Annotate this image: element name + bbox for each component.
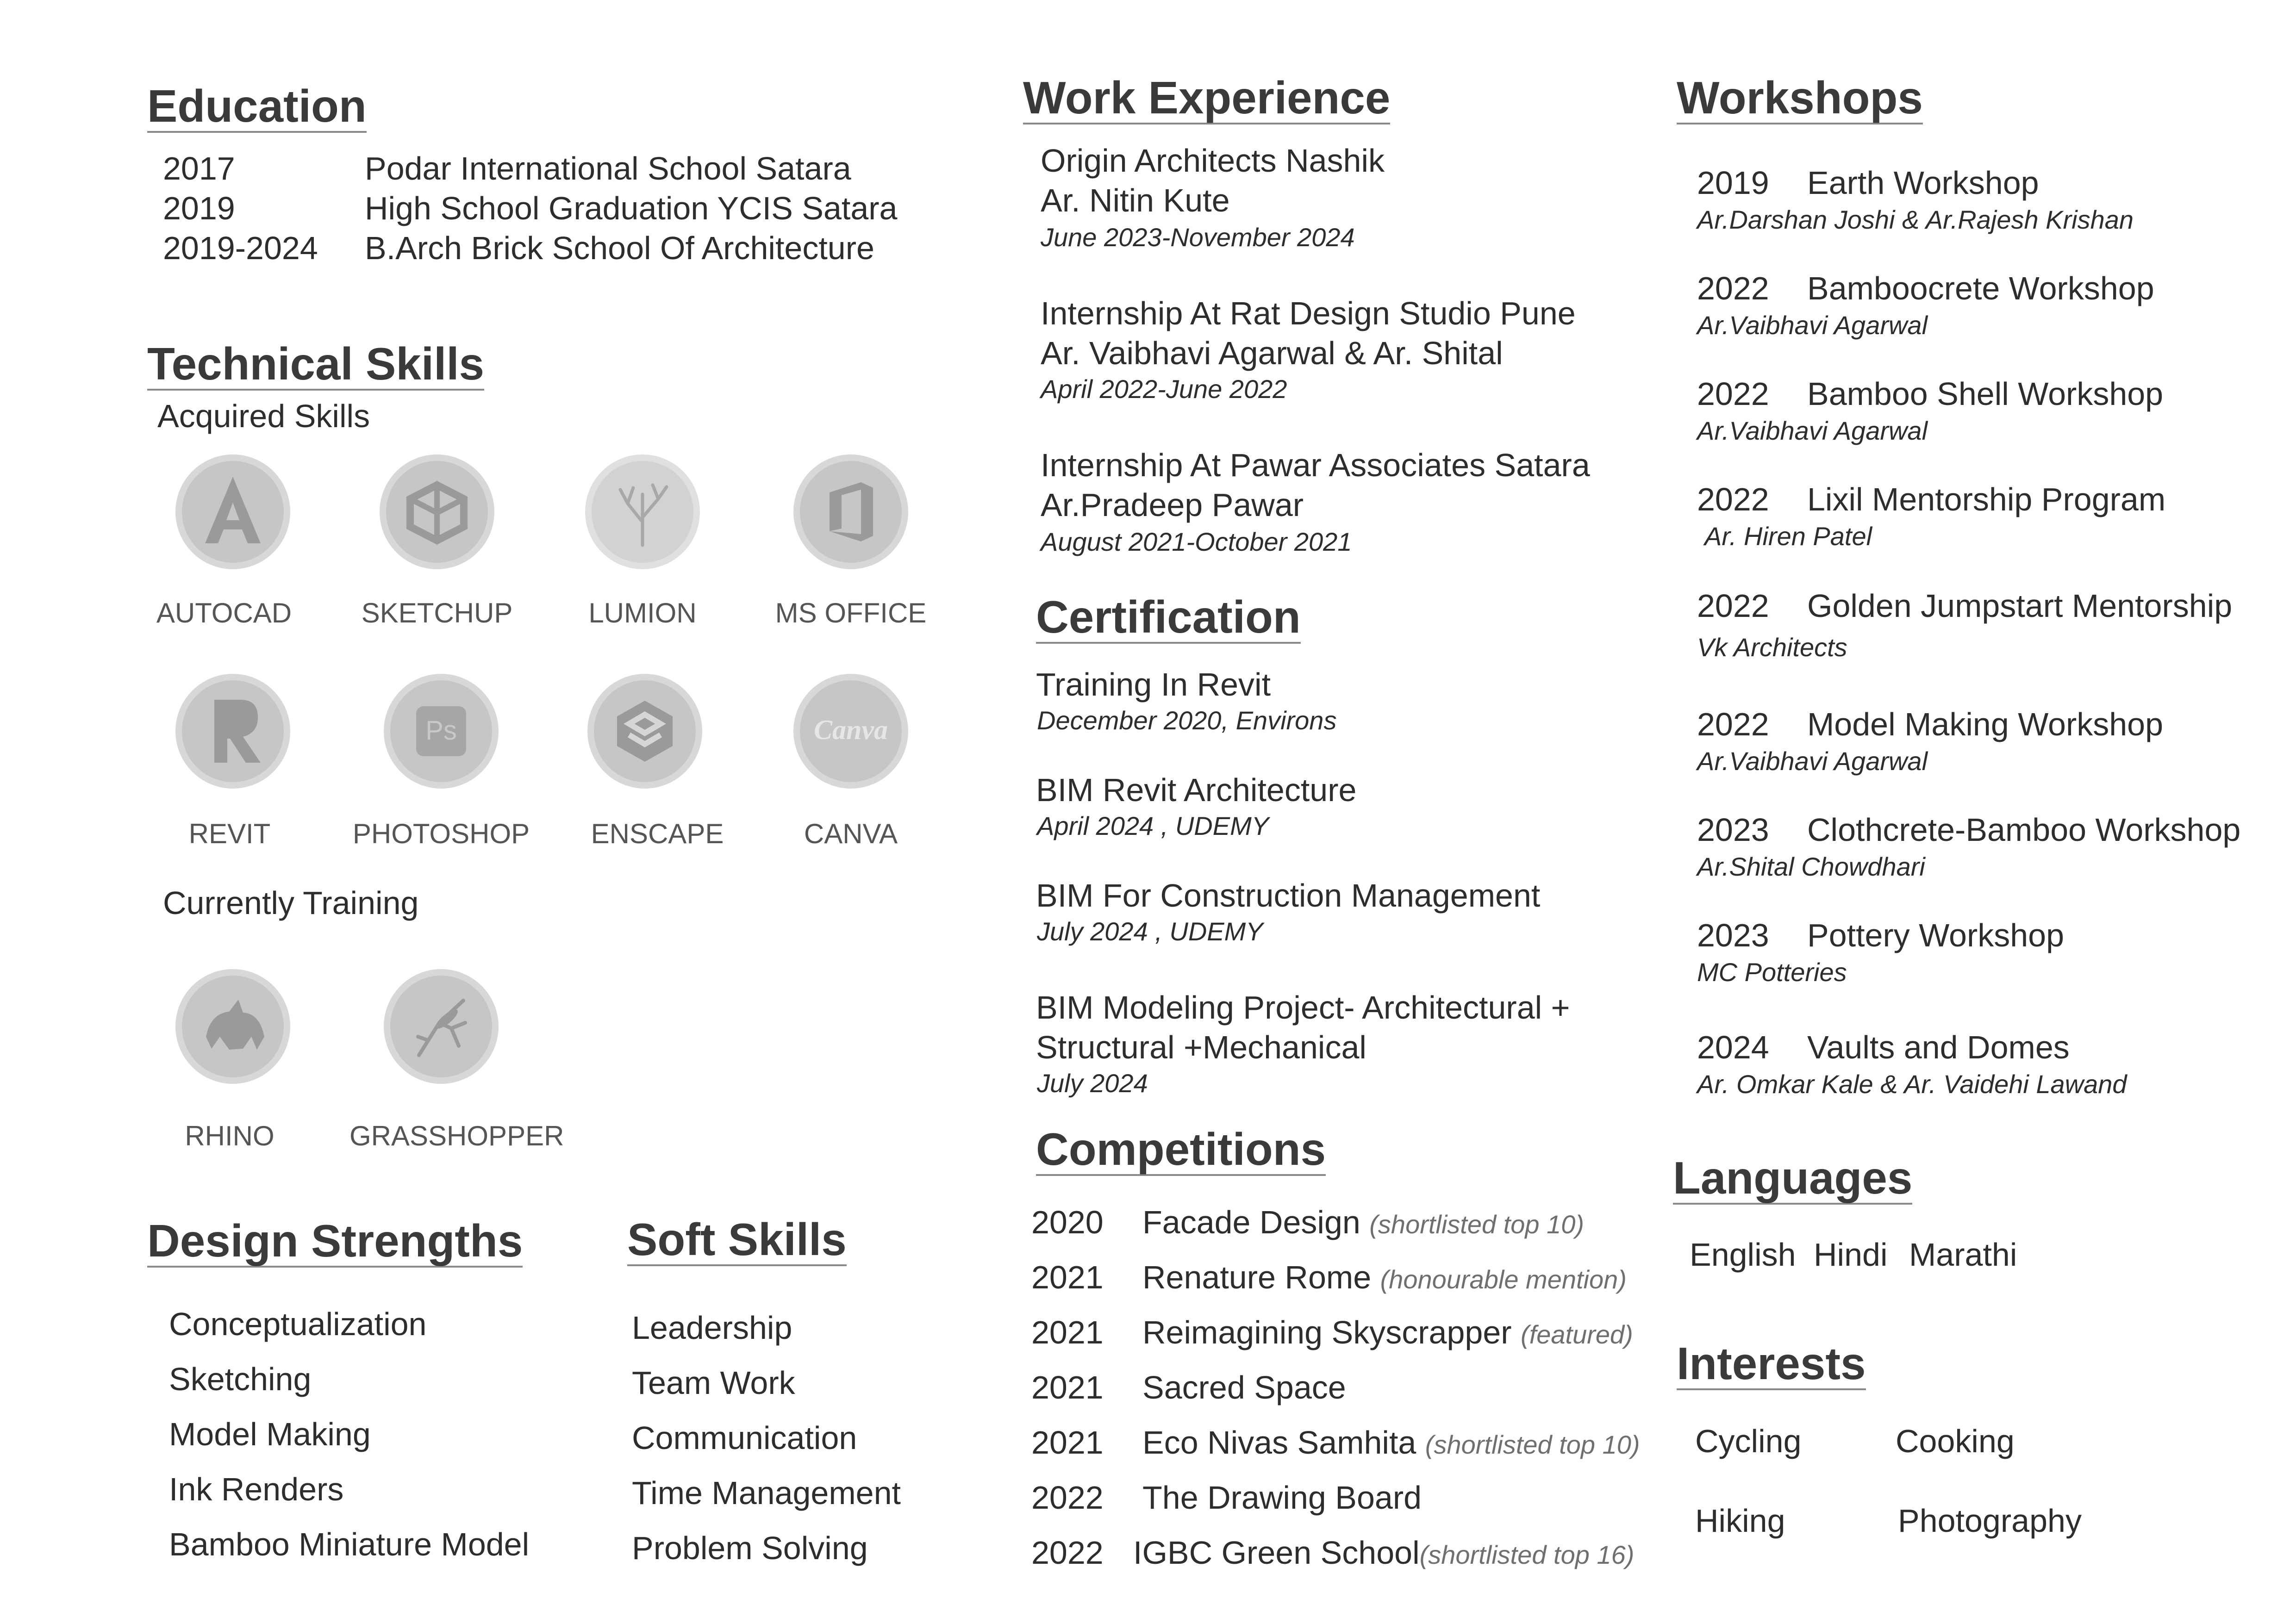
workshop-by: MC Potteries [1697,958,1847,987]
education-heading: Education [147,82,367,133]
competition-entry [1142,1314,1633,1350]
workshop-year: 2019 [1697,165,1769,201]
sketchup-icon [378,453,496,571]
competition-year: 2021 [1031,1259,1104,1295]
workshop-name: Lixil Mentorship Program [1807,481,2166,517]
competition-note: (honourable mention) [1380,1265,1627,1294]
skill-label-revit: REVIT [188,818,271,849]
education-school: B.Arch Brick School Of Architecture [365,230,874,266]
work-principal: Ar. Nitin Kute [1041,182,1230,218]
technical-skills-heading: Technical Skills [147,340,484,391]
workshop-year: 2022 [1697,588,1769,624]
competition-entry [1133,1535,1634,1571]
workshop-name: Model Making Workshop [1807,706,2164,742]
interests-heading: Interests [1677,1340,1866,1390]
skill-label-grasshopper: GRASSHOPPER [349,1120,564,1151]
revit-icon [174,672,292,790]
competition-entry [1142,1369,1346,1405]
competition-note: (featured) [1521,1320,1633,1349]
workshop-by: Ar.Shital Chowdhari [1697,852,1925,881]
workshop-by: Ar.Vaibhavi Agarwal [1697,311,1928,340]
skill-label-lumion: LUMION [588,597,697,628]
soft-skill-item: Leadership [632,1310,792,1346]
competition-entry [1142,1424,1640,1461]
interest-item: Photography [1898,1503,2082,1539]
design-strength-item: Conceptualization [169,1306,427,1342]
certification-heading: Certification [1036,593,1301,644]
language-item: Hindi [1814,1237,1888,1273]
photoshop-icon [382,672,500,790]
soft-skill-item: Time Management [632,1475,901,1511]
acquired-skills-label: Acquired Skills [157,398,370,434]
skill-label-rhino: RHINO [185,1120,275,1151]
workshop-by: Vk Architects [1697,633,1847,662]
certification-detail: April 2024 , UDEMY [1037,811,1269,840]
skill-label-ms-office: MS OFFICE [775,597,927,628]
work-date: April 2022-June 2022 [1041,374,1287,404]
education-school: Podar International School Satara [365,150,851,187]
work-firm: Internship At Pawar Associates Satara [1041,447,1590,483]
soft-skill-item: Team Work [632,1365,795,1401]
design-strength-item: Sketching [169,1361,312,1397]
competition-name: Facade Design [1142,1204,1360,1240]
work-principal: Ar. Vaibhavi Agarwal & Ar. Shital [1041,335,1503,371]
soft-skill-item: Problem Solving [632,1530,868,1566]
workshop-by: Ar.Vaibhavi Agarwal [1697,416,1928,445]
workshop-name: Bamboocrete Workshop [1807,270,2154,306]
workshop-year: 2023 [1697,917,1769,953]
interest-item: Cooking [1896,1423,2015,1459]
lumion-icon [583,453,702,571]
competition-entry [1142,1259,1627,1295]
soft-skill-item: Communication [632,1420,857,1456]
competition-name: Sacred Space [1142,1369,1346,1405]
competition-name: IGBC Green School [1133,1535,1420,1571]
competition-entry [1142,1480,1422,1516]
certification-title: BIM Modeling Project- Architectural + [1036,989,1570,1026]
competitions-heading: Competitions [1036,1126,1326,1176]
workshop-year: 2023 [1697,812,1769,848]
certification-detail: December 2020, Environs [1037,706,1337,735]
work-firm: Internship At Rat Design Studio Pune [1041,295,1576,331]
competition-year: 2022 [1031,1480,1104,1516]
photoshop-icon-text: Ps [425,715,457,746]
enscape-icon [586,672,704,790]
competition-year: 2020 [1031,1204,1104,1240]
design-strength-item: Bamboo Miniature Model [169,1526,530,1562]
competition-note: (shortlisted top 16) [1419,1540,1635,1569]
workshop-name: Earth Workshop [1807,165,2039,201]
certification-detail: July 2024 , UDEMY [1037,917,1263,946]
interest-item: Hiking [1695,1503,1785,1539]
interest-item: Cycling [1695,1423,1802,1459]
education-school: High School Graduation YCIS Satara [365,190,898,226]
certification-title: BIM Revit Architecture [1036,772,1357,808]
certification-title-line2: Structural +Mechanical [1036,1029,1366,1065]
design-strength-item: Ink Renders [169,1471,344,1507]
skill-label-enscape: ENSCAPE [591,818,724,849]
work-date: August 2021-October 2021 [1041,527,1352,556]
work-experience-heading: Work Experience [1023,74,1390,124]
certification-title: BIM For Construction Management [1036,877,1541,914]
workshop-year: 2022 [1697,706,1769,742]
workshop-name: Bamboo Shell Workshop [1807,376,2164,412]
soft-skills-heading: Soft Skills [627,1216,847,1266]
workshop-year: 2022 [1697,270,1769,306]
canva-icon-text: Canva [813,715,888,745]
design-strength-item: Model Making [169,1416,371,1452]
competition-note: (shortlisted top 10) [1369,1210,1585,1239]
workshop-by: Ar.Darshan Joshi & Ar.Rajesh Krishan [1697,205,2134,234]
design-strengths-heading: Design Strengths [147,1217,523,1268]
workshop-year: 2022 [1697,481,1769,517]
work-date: June 2023-November 2024 [1041,223,1355,252]
competition-name: The Drawing Board [1142,1480,1422,1516]
language-item: Marathi [1909,1237,2017,1273]
languages-heading: Languages [1673,1154,1912,1205]
education-year: 2017 [163,150,235,187]
workshop-name: Vaults and Domes [1807,1029,2070,1065]
competition-note: (shortlisted top 10) [1425,1430,1640,1459]
work-firm: Origin Architects Nashik [1041,143,1385,179]
workshop-name: Clothcrete-Bamboo Workshop [1807,812,2241,848]
workshop-by: Ar. Hiren Patel [1704,522,1872,551]
skill-label-photoshop: PHOTOSHOP [352,818,530,849]
canva-icon [792,672,910,790]
workshop-name: Pottery Workshop [1807,917,2065,953]
currently-training-label: Currently Training [163,885,419,921]
competition-entry [1142,1204,1584,1240]
education-year: 2019 [163,190,235,226]
competition-name: Reimagining Skyscrapper [1142,1314,1512,1350]
competition-name: Eco Nivas Samhita [1142,1424,1416,1461]
rhino-icon [174,967,292,1086]
workshop-name: Golden Jumpstart Mentorship [1807,588,2233,624]
workshop-by: Ar.Vaibhavi Agarwal [1697,746,1928,776]
skill-label-autocad: AUTOCAD [156,597,292,628]
education-year: 2019-2024 [163,230,318,266]
grasshopper-icon [382,967,500,1086]
competition-year: 2022 [1031,1535,1104,1571]
language-item: English [1690,1237,1796,1273]
certification-title: Training In Revit [1036,666,1271,703]
workshop-by: Ar. Omkar Kale & Ar. Vaidehi Lawand [1697,1070,2127,1099]
work-principal: Ar.Pradeep Pawar [1041,487,1304,523]
autocad-icon [174,453,292,571]
competition-name: Renature Rome [1142,1259,1372,1295]
competition-year: 2021 [1031,1369,1104,1405]
certification-detail: July 2024 [1037,1069,1148,1098]
ms-office-icon [792,453,910,571]
skill-label-canva: CANVA [804,818,898,849]
competition-year: 2021 [1031,1424,1104,1461]
workshop-year: 2022 [1697,376,1769,412]
workshops-heading: Workshops [1677,74,1923,124]
skill-label-sketchup: SKETCHUP [361,597,513,628]
competition-year: 2021 [1031,1314,1104,1350]
workshop-year: 2024 [1697,1029,1769,1065]
